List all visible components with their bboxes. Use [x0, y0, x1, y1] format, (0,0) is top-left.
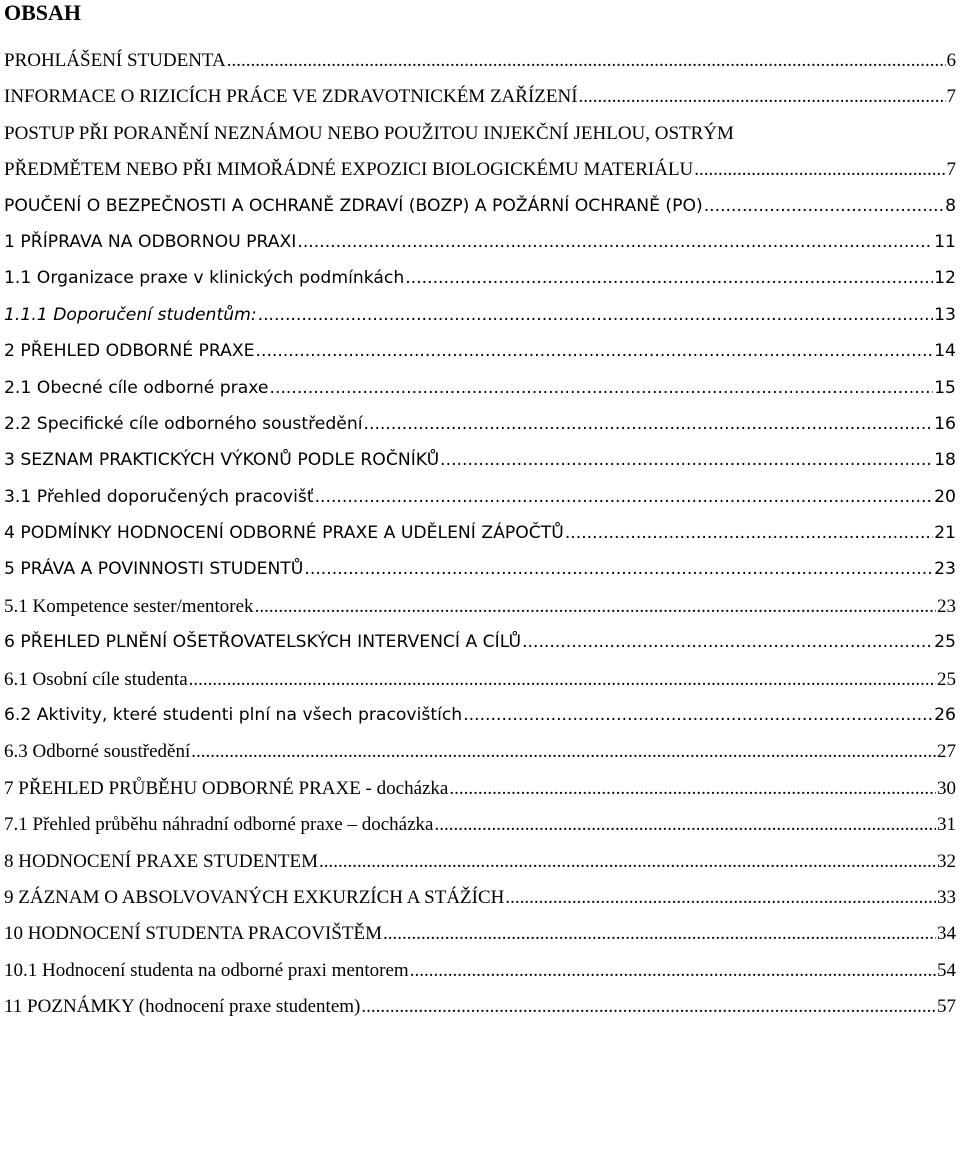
- toc-page-number: 25: [934, 632, 956, 653]
- toc-entry-text: 6.1 Osobní cíle studenta: [4, 668, 188, 690]
- toc-entry-chapter-5[interactable]: [4, 559, 956, 595]
- toc-page-number: 27: [937, 741, 956, 763]
- toc-entry-6-3[interactable]: [4, 741, 956, 777]
- toc-leader: [440, 450, 933, 470]
- toc-page-number: 33: [937, 886, 956, 908]
- toc-entry-chapter-6[interactable]: [4, 632, 956, 668]
- toc-entry-text: PŘEDMĚTEM NEBO PŘI MIMOŘÁDNÉ EXPOZICI BIOLOGICKÉMU MATERIÁLU: [4, 159, 694, 181]
- toc-entry-text: 3 SEZNAM PRAKTICKÝCH VÝKONŮ PODLE ROČNÍKŮ: [4, 450, 440, 471]
- toc-entry-text: 1 PŘÍPRAVA NA ODBORNOU PRAXI: [4, 231, 297, 252]
- toc-entry-chapter-10[interactable]: [4, 923, 956, 959]
- toc-entry-5-1[interactable]: [4, 596, 956, 632]
- toc-page-number: 14: [934, 341, 956, 362]
- toc-page-number: 7: [946, 159, 956, 181]
- toc-entry-2-1[interactable]: [4, 378, 956, 414]
- toc-page-number: 23: [937, 595, 956, 617]
- toc-entry-text-line1: POSTUP PŘI PORANĚNÍ NEZNÁMOU NEBO POUŽITOU INJEKČNÍ JEHLOU, OSTRÝM: [4, 122, 734, 144]
- toc-page-number: 32: [937, 850, 956, 872]
- toc-page-number: 8: [945, 195, 956, 216]
- toc-entry-3-1[interactable]: [4, 487, 956, 523]
- toc-page-number: 11: [934, 231, 956, 252]
- toc-entry-text: 1.1.1 Doporučení studentům:: [4, 304, 257, 325]
- toc-page-number: 20: [934, 486, 956, 507]
- toc-leader: [522, 632, 933, 652]
- toc-entry-prohlaseni[interactable]: [4, 50, 956, 86]
- toc-entry-6-2[interactable]: [4, 705, 956, 741]
- toc-leader: [463, 705, 933, 725]
- toc-entry-text: 2.1 Obecné cíle odborné praxe: [4, 377, 269, 398]
- toc-page-number: 12: [934, 268, 956, 289]
- toc-leader: [270, 378, 934, 398]
- toc-entry-chapter-3[interactable]: [4, 450, 956, 486]
- toc-entry-6-1[interactable]: [4, 669, 956, 705]
- toc-entry-chapter-2[interactable]: [4, 341, 956, 377]
- toc-entry-text: 2.2 Specifické cíle odborného soustředění: [4, 413, 363, 434]
- toc-page-number: 6: [946, 50, 956, 71]
- toc-page-number: 13: [934, 304, 956, 325]
- toc-leader: [704, 196, 944, 216]
- toc-leader: [191, 741, 936, 763]
- toc-leader: [694, 159, 945, 181]
- toc-entry-text: 7.1 Přehled průběhu náhradní odborné praxe – docházka: [4, 814, 434, 836]
- toc-leader: [258, 305, 934, 325]
- toc-entry-text: 6.3 Odborné soustředění: [4, 741, 191, 763]
- toc-leader: [434, 814, 936, 836]
- toc-leader: [361, 996, 936, 1018]
- toc-page-number: 31: [937, 814, 956, 836]
- toc-entry-text: 5.1 Kompetence sester/mentorek: [4, 595, 254, 617]
- toc-entry-text: 10 HODNOCENÍ STUDENTA PRACOVIŠTĚM: [4, 923, 382, 945]
- toc-entry-chapter-8[interactable]: [4, 851, 956, 887]
- toc-page-number: 30: [937, 777, 956, 799]
- toc-leader: [383, 923, 936, 945]
- toc-entry-text: 4 PODMÍNKY HODNOCENÍ ODBORNÉ PRAXE A UDĚLENÍ ZÁPOČTŮ: [4, 523, 564, 544]
- toc-page-number: 15: [934, 377, 956, 398]
- toc-page-number: 25: [937, 668, 956, 690]
- toc-page-number: 23: [934, 559, 956, 580]
- toc-leader: [227, 50, 946, 72]
- toc-entry-chapter-4[interactable]: [4, 523, 956, 559]
- toc-entry-informace[interactable]: [4, 86, 956, 122]
- toc-entry-text: INFORMACE O RIZICÍCH PRÁCE VE ZDRAVOTNICKÉM ZAŘÍZENÍ: [4, 86, 578, 108]
- toc-leader: [565, 523, 933, 543]
- toc-entry-chapter-7[interactable]: [4, 778, 956, 814]
- toc-entry-text: 1.1 Organizace praxe v klinických podmínkách: [4, 268, 405, 289]
- toc-page-number: 18: [934, 450, 956, 471]
- toc-leader: [405, 268, 933, 288]
- toc-leader: [319, 851, 936, 873]
- toc-entry-text: 5 PRÁVA A POVINNOSTI STUDENTŮ: [4, 559, 304, 580]
- toc-entry-text: 7 PŘEHLED PRŮBĚHU ODBORNÉ PRAXE - docházka: [4, 777, 449, 799]
- toc-entry-text: 9 ZÁZNAM O ABSOLVOVANÝCH EXKURZÍCH A STÁŽÍCH: [4, 886, 505, 908]
- toc-leader: [410, 960, 936, 982]
- toc-entry-2-2[interactable]: [4, 414, 956, 450]
- toc-entry-text: 6.2 Aktivity, které studenti plní na všech pracovištích: [4, 705, 463, 726]
- toc-page-number: 57: [937, 996, 956, 1018]
- toc-leader: [364, 414, 934, 434]
- toc-leader: [256, 341, 934, 361]
- toc-page-number: 16: [934, 413, 956, 434]
- toc-entry-1-1[interactable]: [4, 268, 956, 304]
- toc-leader: [189, 669, 936, 691]
- toc-entry-chapter-11[interactable]: [4, 996, 956, 1032]
- toc-page-number: 34: [937, 923, 956, 945]
- toc-entry-pouceni[interactable]: [4, 196, 956, 232]
- toc-entry-text: 6 PŘEHLED PLNĚNÍ OŠETŘOVATELSKÝCH INTERVENCÍ A CÍLŮ: [4, 632, 522, 653]
- toc-entry-text: 8 HODNOCENÍ PRAXE STUDENTEM: [4, 850, 319, 872]
- toc-leader: [449, 778, 936, 800]
- toc-leader: [304, 559, 933, 579]
- toc-entry-7-1[interactable]: [4, 814, 956, 850]
- toc-entry-chapter-1[interactable]: [4, 232, 956, 268]
- toc-page-number: 7: [946, 86, 956, 108]
- toc-entry-chapter-9[interactable]: [4, 887, 956, 923]
- toc-entry-text: 11 POZNÁMKY (hodnocení praxe studentem): [4, 996, 361, 1018]
- toc-entry-text: POUČENÍ O BEZPEČNOSTI A OCHRANĚ ZDRAVÍ (BOZP) A POŽÁRNÍ OCHRANĚ (PO): [4, 195, 703, 216]
- toc-page-number: 26: [934, 705, 956, 726]
- toc-entry-text: 3.1 Přehled doporučených pracovišť: [4, 486, 314, 507]
- toc-leader: [297, 232, 933, 252]
- toc-leader: [315, 487, 934, 507]
- page-title: OBSAH: [4, 0, 82, 25]
- toc-entry-10-1[interactable]: [4, 960, 956, 996]
- toc-entry-text: PROHLÁŠENÍ STUDENTA: [4, 50, 226, 71]
- toc-entry-postup[interactable]: [4, 123, 956, 196]
- toc-entry-text: 2 PŘEHLED ODBORNÉ PRAXE: [4, 341, 255, 362]
- toc-page-number: 54: [937, 959, 956, 981]
- toc-page-number: 21: [934, 523, 956, 544]
- toc-leader: [255, 596, 936, 618]
- toc-leader: [579, 86, 946, 108]
- toc-leader: [505, 887, 936, 909]
- table-of-contents: [4, 50, 956, 1033]
- toc-entry-text: 10.1 Hodnocení studenta na odborné praxi mentorem: [4, 959, 409, 981]
- toc-entry-1-1-1[interactable]: [4, 305, 956, 341]
